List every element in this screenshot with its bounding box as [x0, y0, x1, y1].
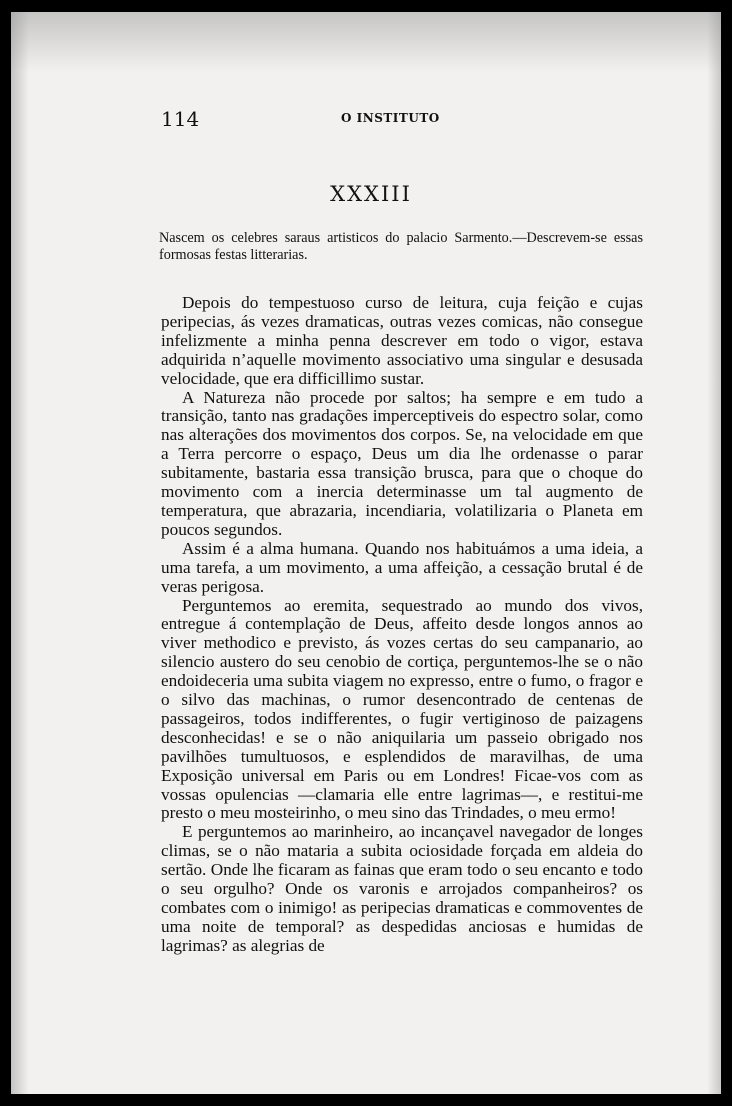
running-head — [11, 107, 721, 137]
paragraph: Depois do tempestuoso curso de leitura, cuja feição e cujas peripecias, ás vezes dramaticas, outras vezes comicas, não consegue infelizmente a minha penna descrever em todo o vigor, estava adquirida n’aquelle movimento associativo uma singular e desusada velocidade, que era difficillimo sustar. — [161, 293, 643, 388]
paragraph: Assim é a alma humana. Quando nos habituámos a uma ideia, a uma tarefa, a um movimento, a uma affeição, a cessação brutal é de veras perigosa. — [161, 538, 643, 596]
chapter-summary — [159, 230, 643, 264]
paragraph: E perguntemos ao marinheiro, ao incançavel navegador de longes climas, se o não mataria a subita ociosidade forçada em aldeia do sertão. Onde lhe ficaram as fainas que eram todo o seu encanto e todo o seu orgulho? Onde os varonis e arrojados companheiros? os combates com o inimigo! as peripecias dramaticas e commoventes de uma noite de temporal? as despedidas anciosas e humidas de lagrimas? as alegrias de — [161, 822, 643, 955]
paragraph: Perguntemos ao eremita, sequestrado ao mundo dos vivos, entregue á contemplação de Deus, affeito desde longos annos ao viver methodico e previsto, ás vozes certas do seu campanario, ao silencio austero do seu cenobio de cortiça, perguntemos-lhe se o não endoideceria uma subita viagem no expresso, entre o fumo, o fragor e o silvo das machinas, o rumor desencontrado de centenas de passageiros, todos indifferentes, o fugir vertiginoso de paizagens desconhecidas! e se o não aniquilaria um passeio obrigado nos pavilhões tumultuosos, e esplendidos de maravilhas, de uma Exposição universal em Paris ou em Londres! Ficae-vos com as vossas opulencias —clamaria elle entre lagrimas—, e restitui-me presto o meu mosteirinho, o meu sino das Trindades, o meu ermo! — [161, 595, 643, 823]
scan-shadow-right — [707, 12, 721, 1094]
body-text — [161, 294, 643, 956]
chapter-number: XXXIII — [330, 182, 412, 206]
chapter-summary-text: Nascem os celebres saraus artisticos do palacio Sarmento.—Descrevem-se essas formosas festas litterarias. — [159, 230, 643, 263]
scanned-page — [11, 12, 721, 1094]
scan-shadow-top — [11, 12, 721, 72]
journal-title: O INSTITUTO — [341, 111, 440, 125]
paragraph: A Natureza não procede por saltos; ha sempre e em tudo a transição, tanto nas gradações imperceptiveis do espectro solar, como nas alterações dos movimentos dos corpos. Se, na velocidade em que a Terra percorre o espaço, Deus um dia lhe ordenasse o parar subitamente, bastaria essa transição brusca, para que o choque do movimento com a inercia determinasse um tal augmento de temperatura, que abrazaria, incendiaria, volatilizaria o Planeta em poucos segundos. — [161, 387, 643, 539]
page-number: 114 — [161, 107, 200, 131]
scan-shadow-left — [11, 12, 29, 1094]
